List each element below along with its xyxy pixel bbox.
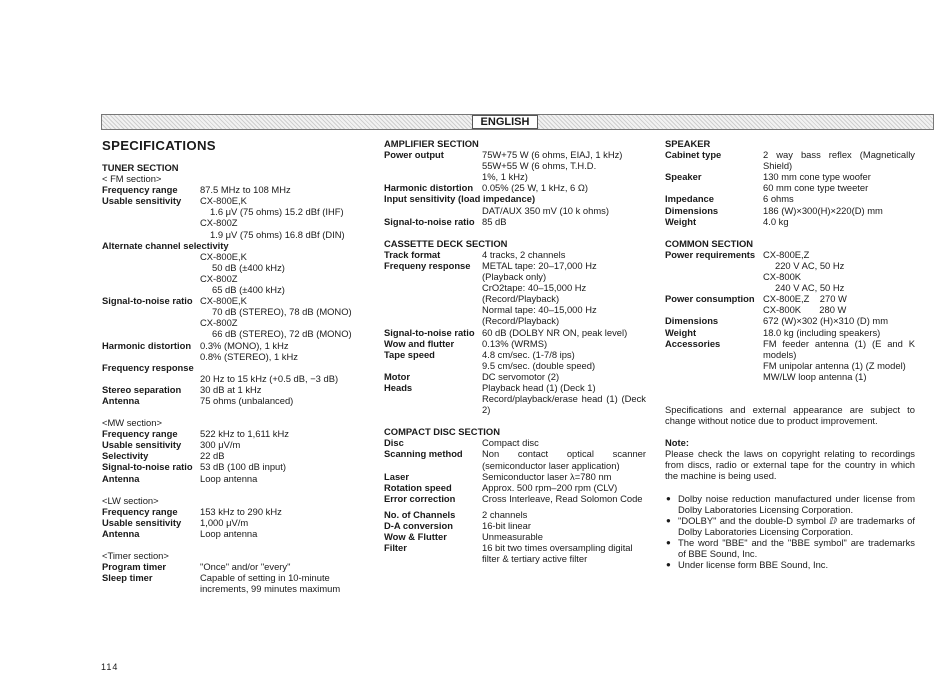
spec-label: Signal-to-noise ratio <box>102 295 193 307</box>
spec-row <box>665 216 915 227</box>
spec-label: Track format <box>384 248 441 260</box>
spec-value: Capable of setting in 10-minute increments, 99 minutes maximum <box>200 572 341 595</box>
spec-value-line: 1.6 μV (75 ohms) 15.2 dBf (IHF) <box>210 206 344 218</box>
spec-value-line: 20 Hz to 15 kHz (+0.5 dB, −3 dB) <box>200 372 339 384</box>
spec-value: Playback head (1) (Deck 1) <box>482 381 596 393</box>
spec-row <box>665 149 915 171</box>
spec-label: Heads <box>384 381 413 393</box>
spec-value-line: CX-800Z <box>200 317 238 329</box>
spec-value-line: 1.9 μV (75 ohms) 16.8 dBf (DIN) <box>210 228 345 240</box>
spec-row <box>102 439 370 450</box>
spec-row <box>102 428 370 439</box>
page-title: SPECIFICATIONS <box>102 138 216 153</box>
spec-value: 16 bit two times oversampling digital filter & tertiary active filter <box>482 542 633 565</box>
spec-label: Harmonic distortion <box>384 182 474 194</box>
spec-value-line: 65 dB (±400 kHz) <box>212 284 285 296</box>
spec-value: Loop antenna <box>200 472 258 484</box>
spec-value: 2 way bass reflex (Magnetically Shield) <box>763 149 915 172</box>
spec-row <box>665 293 915 304</box>
spec-value-line: CX-800Z <box>200 272 238 284</box>
spec-label: Tape speed <box>384 348 435 360</box>
spec-value-line: MW/LW loop antenna (1) <box>763 370 867 382</box>
spec-row <box>384 509 646 520</box>
spec-label: Error correction <box>384 492 456 504</box>
spec-value: 75W+75 W (6 ohms, EIAJ, 1 kHz) <box>482 149 623 161</box>
spec-row <box>384 448 646 470</box>
spec-row <box>384 520 646 531</box>
spec-value: "Once" and/or "every" <box>200 561 291 573</box>
mw-section-heading: <MW section> <box>102 417 162 429</box>
spec-row <box>665 338 915 360</box>
spec-label: Power output <box>384 149 444 161</box>
spec-label: Wow & Flutter <box>384 531 447 543</box>
spec-label: Wow and flutter <box>384 337 455 349</box>
spec-label: Antenna <box>102 394 140 406</box>
fm-section-heading: < FM section> <box>102 173 162 185</box>
cassette-section-heading: CASSETTE DECK SECTION <box>384 237 508 249</box>
spec-label: Weight <box>665 326 697 338</box>
spec-value: 18.0 kg (including speakers) <box>763 326 881 338</box>
spec-value: Loop antenna <box>200 527 258 539</box>
spec-value-line: (Record/Playback) <box>482 315 560 327</box>
spec-row <box>665 315 915 326</box>
spec-value: 0.05% (25 W, 1 kHz, 6 Ω) <box>482 182 589 194</box>
spec-row <box>102 195 370 206</box>
spec-label: Harmonic distortion <box>102 339 192 351</box>
spec-value: 6 ohms <box>763 193 794 205</box>
amplifier-section-heading: AMPLIFIER SECTION <box>384 138 479 149</box>
spec-label: Antenna <box>102 472 140 484</box>
spec-label: Power consumption <box>665 293 755 305</box>
spec-label: Usable sensitivity <box>102 516 182 528</box>
spec-value: 87.5 MHz to 108 MHz <box>200 184 291 196</box>
spec-value-line: 70 dB (STEREO), 78 dB (MONO) <box>212 306 352 318</box>
spec-row <box>384 260 646 271</box>
spec-value: 4.0 kg <box>763 215 789 227</box>
spec-value: 1,000 μV/m <box>200 516 249 528</box>
note-heading: Note: <box>665 437 689 449</box>
spec-row <box>384 437 646 448</box>
spec-value: 186 (W)×300(H)×220(D) mm <box>763 204 883 216</box>
spec-value: 60 dB (DOLBY NR ON, peak level) <box>482 326 628 338</box>
specifications-column-3 <box>665 138 915 570</box>
spec-row <box>665 171 915 182</box>
spec-row <box>665 193 915 204</box>
spec-row <box>102 473 370 484</box>
speaker-section-heading: SPEAKER <box>665 138 711 149</box>
language-banner-title: ENGLISH <box>472 115 538 129</box>
spec-value: Approx. 500 rpm–200 rpm (CLV) <box>482 481 618 493</box>
lw-section-heading: <LW section> <box>102 494 159 506</box>
spec-value: CX-800E,K <box>200 195 247 207</box>
spec-row <box>102 561 370 572</box>
spec-row <box>384 542 646 564</box>
spec-value-line: (Playback only) <box>482 271 547 283</box>
spec-label: Dimensions <box>665 204 719 216</box>
spec-label: Weight <box>665 215 697 227</box>
tuner-section-heading: TUNER SECTION <box>102 162 179 173</box>
spec-label: Frequency range <box>102 428 178 440</box>
spec-value: CX-800E,Z 270 W <box>763 293 847 305</box>
spec-row <box>384 327 646 338</box>
spec-value-line: CrO2tape: 40–15,000 Hz <box>482 282 587 294</box>
spec-row <box>102 340 370 351</box>
spec-value-line: 50 dB (±400 kHz) <box>212 261 285 273</box>
spec-value: 53 dB (100 dB input) <box>200 461 286 473</box>
timer-section-heading: <Timer section> <box>102 550 169 561</box>
spec-value: Cross Interleave, Read Solomon Code <box>482 492 643 504</box>
spec-row <box>102 506 370 517</box>
spec-row <box>384 249 646 260</box>
spec-value: CX-800E,K <box>200 295 247 307</box>
spec-row <box>384 338 646 349</box>
spec-row <box>102 572 370 594</box>
specifications-column-1 <box>102 138 370 594</box>
list-item: ● "DOLBY" and the double-D symbol ⅅ are trademarks of Dolby Laboratories Licensing Corporation. <box>665 515 915 537</box>
spec-row <box>384 149 646 160</box>
spec-value: 2 channels <box>482 508 528 520</box>
spec-row <box>102 384 370 395</box>
spec-value-line: CX-800K <box>763 271 802 283</box>
spec-label: Alternate channel selectivity <box>102 239 229 251</box>
spec-value: 75 ohms (unbalanced) <box>200 394 294 406</box>
spec-label: Rotation speed <box>384 481 452 493</box>
list-item: ● Dolby noise reduction manufactured under license from Dolby Laboratories Licensing Corporation. <box>665 493 915 515</box>
spec-label: Scanning method <box>384 448 463 460</box>
spec-label: Stereo separation <box>102 383 182 395</box>
spec-value-line: FM unipolar antenna (1) (Z model) <box>763 359 906 371</box>
spec-row <box>102 295 370 306</box>
spec-label: Motor <box>384 370 411 382</box>
spec-row <box>384 382 646 393</box>
spec-value: Semiconductor laser λ=780 nm <box>482 470 612 482</box>
spec-value-line: 9.5 cm/sec. (double speed) <box>482 359 596 371</box>
spec-value-line: CX-800Z <box>200 217 238 229</box>
spec-row <box>384 471 646 482</box>
spec-label: Signal-to-noise ratio <box>384 326 475 338</box>
spec-label: Signal-to-noise ratio <box>102 461 193 473</box>
spec-label: Disc <box>384 437 404 449</box>
spec-row <box>102 461 370 472</box>
spec-value: Compact disc <box>482 437 539 449</box>
spec-value: 4.8 cm/sec. (1-7/8 ips) <box>482 348 575 360</box>
spec-row <box>384 493 646 504</box>
spec-label: Input sensitivity (load impedance) <box>384 193 536 205</box>
spec-row <box>384 482 646 493</box>
list-item: ● Under license form BBE Sound, Inc. <box>665 559 915 570</box>
spec-label: No. of Channels <box>384 508 456 520</box>
spec-label: Frequency range <box>102 184 178 196</box>
spec-label: Signal-to-noise ratio <box>384 215 475 227</box>
compact-disc-section-heading: COMPACT DISC SECTION <box>384 426 500 438</box>
spec-value: 0.3% (MONO), 1 kHz <box>200 339 289 351</box>
spec-value-line: 60 mm cone type tweeter <box>763 182 869 194</box>
spec-label: Sleep timer <box>102 572 153 584</box>
spec-value-line: 240 V AC, 50 Hz <box>775 282 845 294</box>
spec-row <box>665 327 915 338</box>
spec-value-line: DAT/AUX 350 mV (10 k ohms) <box>482 204 609 216</box>
spec-value-line: 66 dB (STEREO), 72 dB (MONO) <box>212 328 352 340</box>
spec-row <box>102 528 370 539</box>
spec-label: Frequeny response <box>384 259 471 271</box>
spec-label: Frequency response <box>102 361 194 373</box>
spec-label: Power requirements <box>665 248 756 260</box>
spec-value-line: CX-800K 280 W <box>763 304 847 316</box>
page-number: 114 <box>101 662 119 672</box>
spec-value-line: Record/playback/erase head (1) (Deck 2) <box>482 393 646 416</box>
spec-label: Dimensions <box>665 315 719 327</box>
spec-value-line: 220 V AC, 50 Hz <box>775 259 845 271</box>
spec-label: Frequency range <box>102 505 178 517</box>
spec-value-line: CX-800E,K <box>200 250 247 262</box>
spec-value: 16-bit linear <box>482 520 531 531</box>
common-section-heading: COMMON SECTION <box>665 237 754 249</box>
spec-value: CX-800E,Z <box>763 248 810 260</box>
spec-label: Filter <box>384 542 407 554</box>
spec-label: Usable sensitivity <box>102 195 182 207</box>
note-text: Please check the laws on copyright relating to recordings from discs, radio or external tape for the country in which the machine is being used. <box>665 448 915 482</box>
spec-value: DC servomotor (2) <box>482 370 560 382</box>
spec-label: Laser <box>384 470 410 482</box>
spec-value-line: 55W+55 W (6 ohms, T.H.D. <box>482 160 597 172</box>
spec-value-line: (Record/Playback) <box>482 293 560 305</box>
spec-row <box>102 184 370 195</box>
spec-row <box>384 349 646 360</box>
spec-value-line: Normal tape: 40–15,000 Hz <box>482 304 597 316</box>
spec-label: Cabinet type <box>665 149 722 161</box>
spec-label: Program timer <box>102 561 167 573</box>
spec-value: 300 μV/m <box>200 439 241 451</box>
spec-row <box>102 450 370 461</box>
spec-value: 85 dB <box>482 215 507 227</box>
spec-value: FM feeder antenna (1) (E and K models) <box>763 337 915 360</box>
spec-value-line: 1%, 1 kHz) <box>482 171 528 183</box>
spec-value: 130 mm cone type woofer <box>763 171 871 183</box>
spec-value: 522 kHz to 1,611 kHz <box>200 428 289 440</box>
spec-row <box>665 205 915 216</box>
spec-value: 153 kHz to 290 kHz <box>200 505 282 517</box>
spec-row <box>102 517 370 528</box>
spec-value: 22 dB <box>200 450 225 462</box>
spec-value: 672 (W)×302 (H)×310 (D) mm <box>763 315 889 327</box>
specifications-column-2 <box>384 138 646 564</box>
spec-row <box>384 531 646 542</box>
spec-label: Accessories <box>665 337 721 349</box>
spec-label: D-A conversion <box>384 520 453 531</box>
spec-value: Unmeasurable <box>482 531 543 543</box>
list-item: ● The word "BBE" and the "BBE symbol" are trademarks of BBE Sound, Inc. <box>665 537 915 559</box>
spec-value-line: 0.8% (STEREO), 1 kHz <box>200 350 298 362</box>
spec-label: Selectivity <box>102 450 149 462</box>
spec-value: 0.13% (WRMS) <box>482 337 548 349</box>
spec-value: 4 tracks, 2 channels <box>482 248 566 260</box>
spec-label: Usable sensitivity <box>102 439 182 451</box>
spec-value: 30 dB at 1 kHz <box>200 383 262 395</box>
specification-notice: Specifications and external appearance are subject to change without notice due to product improvement. <box>665 403 915 427</box>
spec-value: METAL tape: 20–17,000 Hz <box>482 259 597 271</box>
spec-label: Speaker <box>665 171 702 183</box>
license-list <box>665 493 915 571</box>
spec-row <box>384 371 646 382</box>
spec-label: Impedance <box>665 193 714 205</box>
spec-row <box>384 216 646 227</box>
spec-row <box>102 395 370 406</box>
spec-value: Non contact optical scanner (semiconductor laser application) <box>482 448 646 471</box>
spec-row <box>665 249 915 260</box>
spec-label: Antenna <box>102 527 140 539</box>
spec-row <box>384 182 646 193</box>
